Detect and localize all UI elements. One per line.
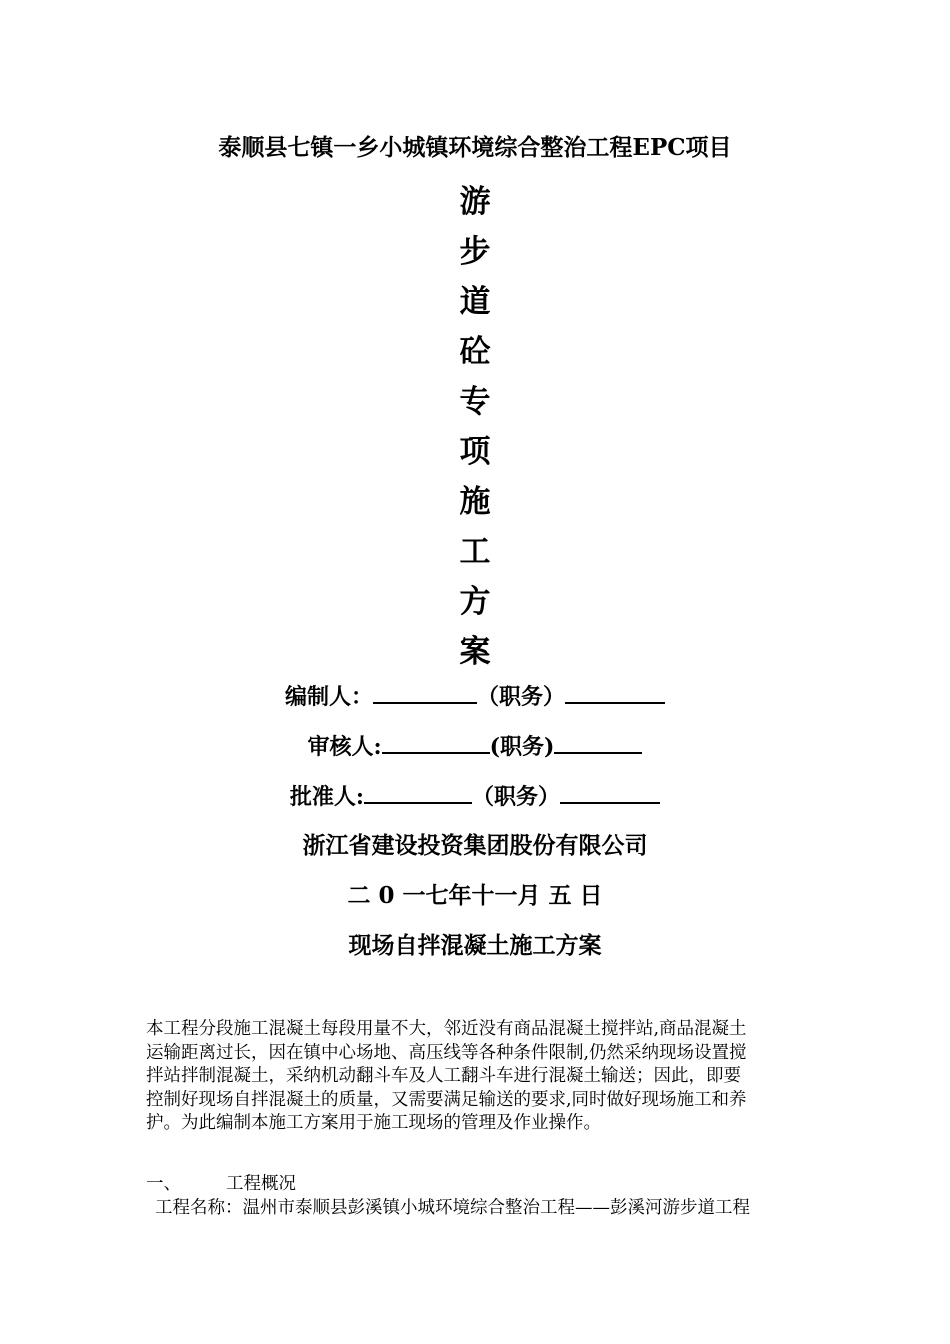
vertical-title-char: 施 — [459, 484, 491, 520]
intro-line: 本工程分段施工混凝土每段用量不大，邻近没有商品混凝土搅拌站,商品混凝土 — [146, 1019, 747, 1039]
vertical-title-char: 案 — [459, 634, 491, 670]
reviewer-role-label: (职务) — [489, 734, 555, 760]
section-number: 一、 — [146, 1174, 181, 1194]
reviewer-role-blank — [554, 730, 642, 754]
intro-line: 控制好现场自拌混凝土的质量，又需要满足输送的要求,同时做好现场施工和养 — [146, 1089, 747, 1110]
vertical-title-char: 项 — [459, 434, 491, 470]
compiler-name-blank — [373, 680, 477, 704]
vertical-title-char: 步 — [459, 234, 491, 270]
section-title: 工程概况 — [226, 1174, 296, 1194]
vertical-title-char: 专 — [459, 384, 491, 420]
section-subtitle: 现场自拌混凝土施工方案 — [348, 932, 602, 959]
reviewer-name-blank — [382, 730, 490, 754]
reviewer-signature-row — [0, 730, 950, 763]
document-date: 二 0 一七年十一月 五 日 — [347, 882, 603, 909]
approver-role-label: （职务） — [472, 784, 561, 810]
company-name: 浙江省建设投资集团股份有限公司 — [302, 832, 648, 859]
vertical-title-char: 道 — [459, 284, 491, 320]
approver-name-blank — [364, 780, 472, 804]
project-name-line: 工程名称：温州市泰顺县彭溪镇小城环境综合整治工程——彭溪河游步道工程 — [155, 1198, 750, 1218]
project-title: 泰顺县七镇一乡小城镇环境综合整治工程EPC项目 — [218, 134, 732, 161]
vertical-title-char: 游 — [459, 184, 491, 220]
compiler-signature-row — [0, 680, 950, 713]
approver-label: 批准人: — [289, 784, 365, 810]
vertical-title-char: 砼 — [459, 334, 491, 370]
approver-signature-row — [0, 780, 950, 813]
intro-paragraph — [146, 1018, 810, 1136]
intro-line: 护。为此编制本施工方案用于施工现场的管理及作业操作。 — [146, 1113, 601, 1133]
reviewer-label: 审核人: — [307, 734, 382, 760]
vertical-plan-title — [455, 177, 495, 677]
section-heading — [146, 1172, 296, 1196]
approver-role-blank — [560, 780, 660, 804]
intro-line: 拌站拌制混凝土，采纳机动翻斗车及人工翻斗车进行混凝土输送；因此，即要 — [146, 1066, 741, 1086]
vertical-title-char: 工 — [459, 534, 491, 570]
compiler-role-blank — [565, 680, 665, 704]
intro-line: 运输距离过长，因在镇中心场地、高压线等各种条件限制,仍然采纳现场设置搅 — [146, 1042, 747, 1063]
compiler-role-label: （职务） — [477, 684, 566, 710]
vertical-title-char: 方 — [459, 584, 491, 620]
compiler-label: 编制人： — [284, 684, 373, 710]
